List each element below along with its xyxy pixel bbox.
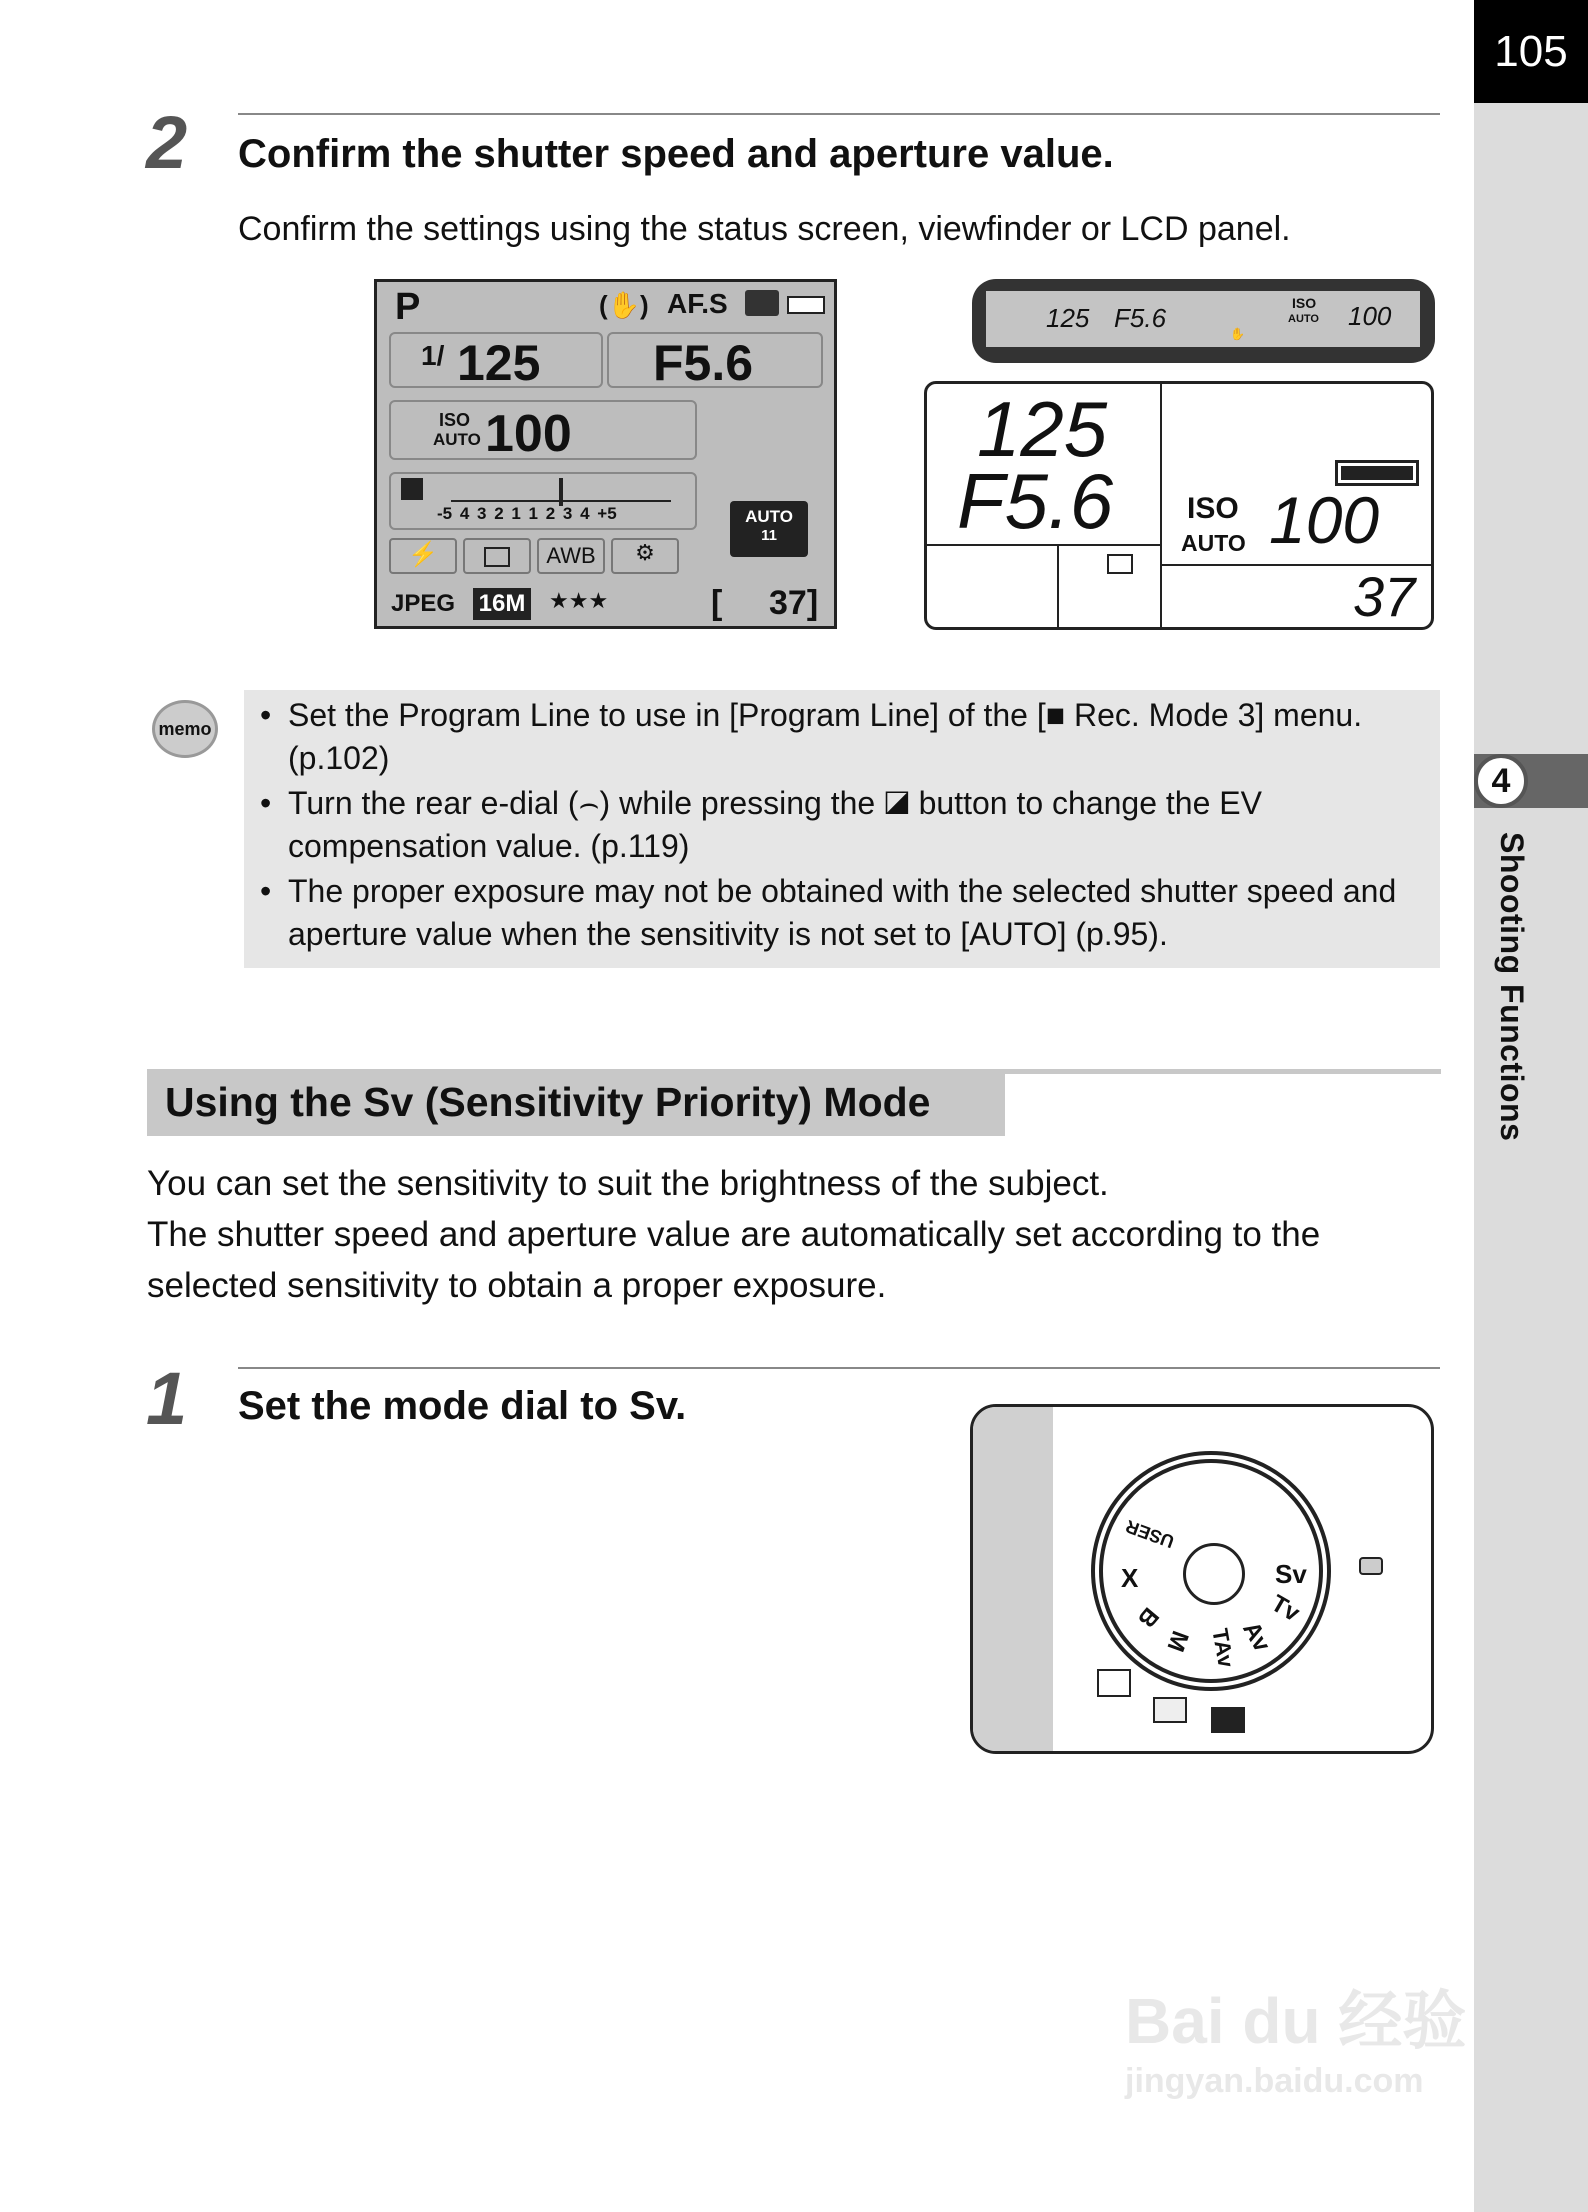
lcd-aperture: F5.6 xyxy=(957,457,1114,545)
ev-indicator xyxy=(559,478,563,506)
step-number: 2 xyxy=(146,101,188,184)
status-screen xyxy=(374,279,837,629)
page-number: 105 xyxy=(1474,0,1588,103)
watermark xyxy=(1125,1970,1505,2150)
dial-label-b: B xyxy=(1132,1602,1164,1633)
auto-label: AUTO xyxy=(433,430,481,449)
drive-mode-icon xyxy=(463,538,531,574)
shots-remaining: 37] xyxy=(769,584,819,622)
dial-label-av: Av xyxy=(1237,1617,1276,1657)
shutter-prefix: 1/ xyxy=(421,340,445,371)
shutter-box xyxy=(389,332,603,391)
white-balance: AWB xyxy=(537,538,605,574)
step-description: Confirm the settings using the status screen, viewfinder or LCD panel. xyxy=(238,210,1291,248)
divider xyxy=(238,113,1440,115)
section-line xyxy=(1005,1069,1441,1074)
lcd-auto-label: AUTO xyxy=(1181,530,1246,556)
iso-box xyxy=(389,400,697,463)
step-title: Set the mode dial to Sv. xyxy=(238,1384,687,1428)
file-format: JPEG xyxy=(391,590,456,617)
watermark-url: jingyan.baidu.com xyxy=(1125,2062,1424,2100)
auto-badge xyxy=(730,501,808,557)
aperture-value: F5.6 xyxy=(653,335,754,391)
mode-dial-illustration xyxy=(970,1404,1434,1754)
lcd-divider xyxy=(1160,384,1162,627)
mode-dial[interactable] xyxy=(1091,1451,1331,1691)
memo-item: • The proper exposure may not be obtained with the selected shutter speed and aperture value when the sensitivity is not set to [AUTO] (p.95). xyxy=(244,870,1420,956)
exposure-mode: P xyxy=(395,286,421,328)
iso-label: ISO xyxy=(439,410,471,430)
lcd-shutter: 125 xyxy=(977,385,1108,473)
lcd-divider xyxy=(1057,544,1059,627)
dial-label-tv: Tv xyxy=(1266,1589,1305,1628)
vf-shutter: 125 xyxy=(1046,303,1090,333)
dial-label-x: X xyxy=(1121,1563,1139,1593)
viewfinder-display xyxy=(986,291,1420,347)
memo-icon: memo xyxy=(152,700,218,758)
camera-body xyxy=(973,1407,1053,1754)
custom-image-icon: ⚙ xyxy=(611,538,679,574)
chapter-title: Shooting Functions xyxy=(1494,832,1530,1142)
memo-item: • Turn the rear e-dial (⌢) while pressing the ◪ button to change the EV compensation value. (p.119) xyxy=(244,782,1420,868)
metering-icon xyxy=(745,290,779,316)
auto-badge-sub: 11 xyxy=(761,527,777,544)
memo-item: • Set the Program Line to use in [Program Line] of the [■ Rec. Mode 3] menu. (p.102) xyxy=(244,694,1420,780)
lcd-iso-label: ISO xyxy=(1187,492,1239,525)
watermark-brand: Bai du 经验 xyxy=(1125,1985,1467,2057)
dial-label-m: M xyxy=(1161,1627,1194,1656)
af-mode: AF.S xyxy=(667,288,728,319)
iso-value: 100 xyxy=(485,405,572,463)
dial-center xyxy=(1183,1543,1245,1605)
step-number: 1 xyxy=(146,1357,188,1440)
dial-label-tav: TAv xyxy=(1207,1626,1239,1670)
battery-icon xyxy=(787,296,825,314)
ev-scale-box xyxy=(389,472,697,530)
spot-metering-icon xyxy=(1097,1669,1131,1697)
shots-bracket: [ xyxy=(711,584,723,622)
vf-aperture: F5.6 xyxy=(1114,303,1167,333)
intro-line: The shutter speed and aperture value are automatically set according to the selected sensitivity to obtain a proper exposure. xyxy=(147,1215,1321,1305)
image-size: 16M xyxy=(473,588,531,620)
flash-icon: ⚡ xyxy=(389,538,457,574)
intro-line: You can set the sensitivity to suit the brightness of the subject. xyxy=(147,1164,1109,1203)
dial-indicator xyxy=(1359,1557,1383,1575)
chapter-number: 4 xyxy=(1474,754,1528,808)
memo-box xyxy=(244,690,1440,968)
ev-compensation-icon xyxy=(401,478,423,500)
vf-iso-label: ISO xyxy=(1292,295,1317,311)
lcd-iso-value: 100 xyxy=(1269,483,1380,557)
intro-text xyxy=(147,1158,1443,1311)
lcd-drive-icon xyxy=(1107,554,1133,574)
dial-label-sv: Sv xyxy=(1275,1559,1307,1589)
shake-reduction-icon: (✋) xyxy=(599,290,649,320)
lcd-shots: 37 xyxy=(1353,565,1416,628)
viewfinder xyxy=(972,279,1435,363)
multi-metering-icon xyxy=(1211,1707,1245,1733)
lcd-panel xyxy=(924,381,1434,630)
center-metering-icon xyxy=(1153,1697,1187,1723)
section-heading: Using the Sv (Sensitivity Priority) Mode xyxy=(147,1069,1005,1136)
quality-stars: ★★★ xyxy=(549,588,609,613)
vf-auto-label: AUTO xyxy=(1288,313,1319,325)
vf-shake-icon: ✋ xyxy=(1230,327,1245,341)
ev-scale-labels: -5 4 3 2 1 1 2 3 4 +5 xyxy=(437,504,617,523)
auto-badge-label: AUTO xyxy=(745,507,793,526)
step-title: Confirm the shutter speed and aperture value. xyxy=(238,132,1114,176)
dial-label-user: USER xyxy=(1122,1516,1177,1552)
divider xyxy=(238,1367,1440,1369)
shutter-value: 125 xyxy=(457,335,541,391)
aperture-box xyxy=(607,332,823,391)
vf-iso-value: 100 xyxy=(1348,301,1392,331)
